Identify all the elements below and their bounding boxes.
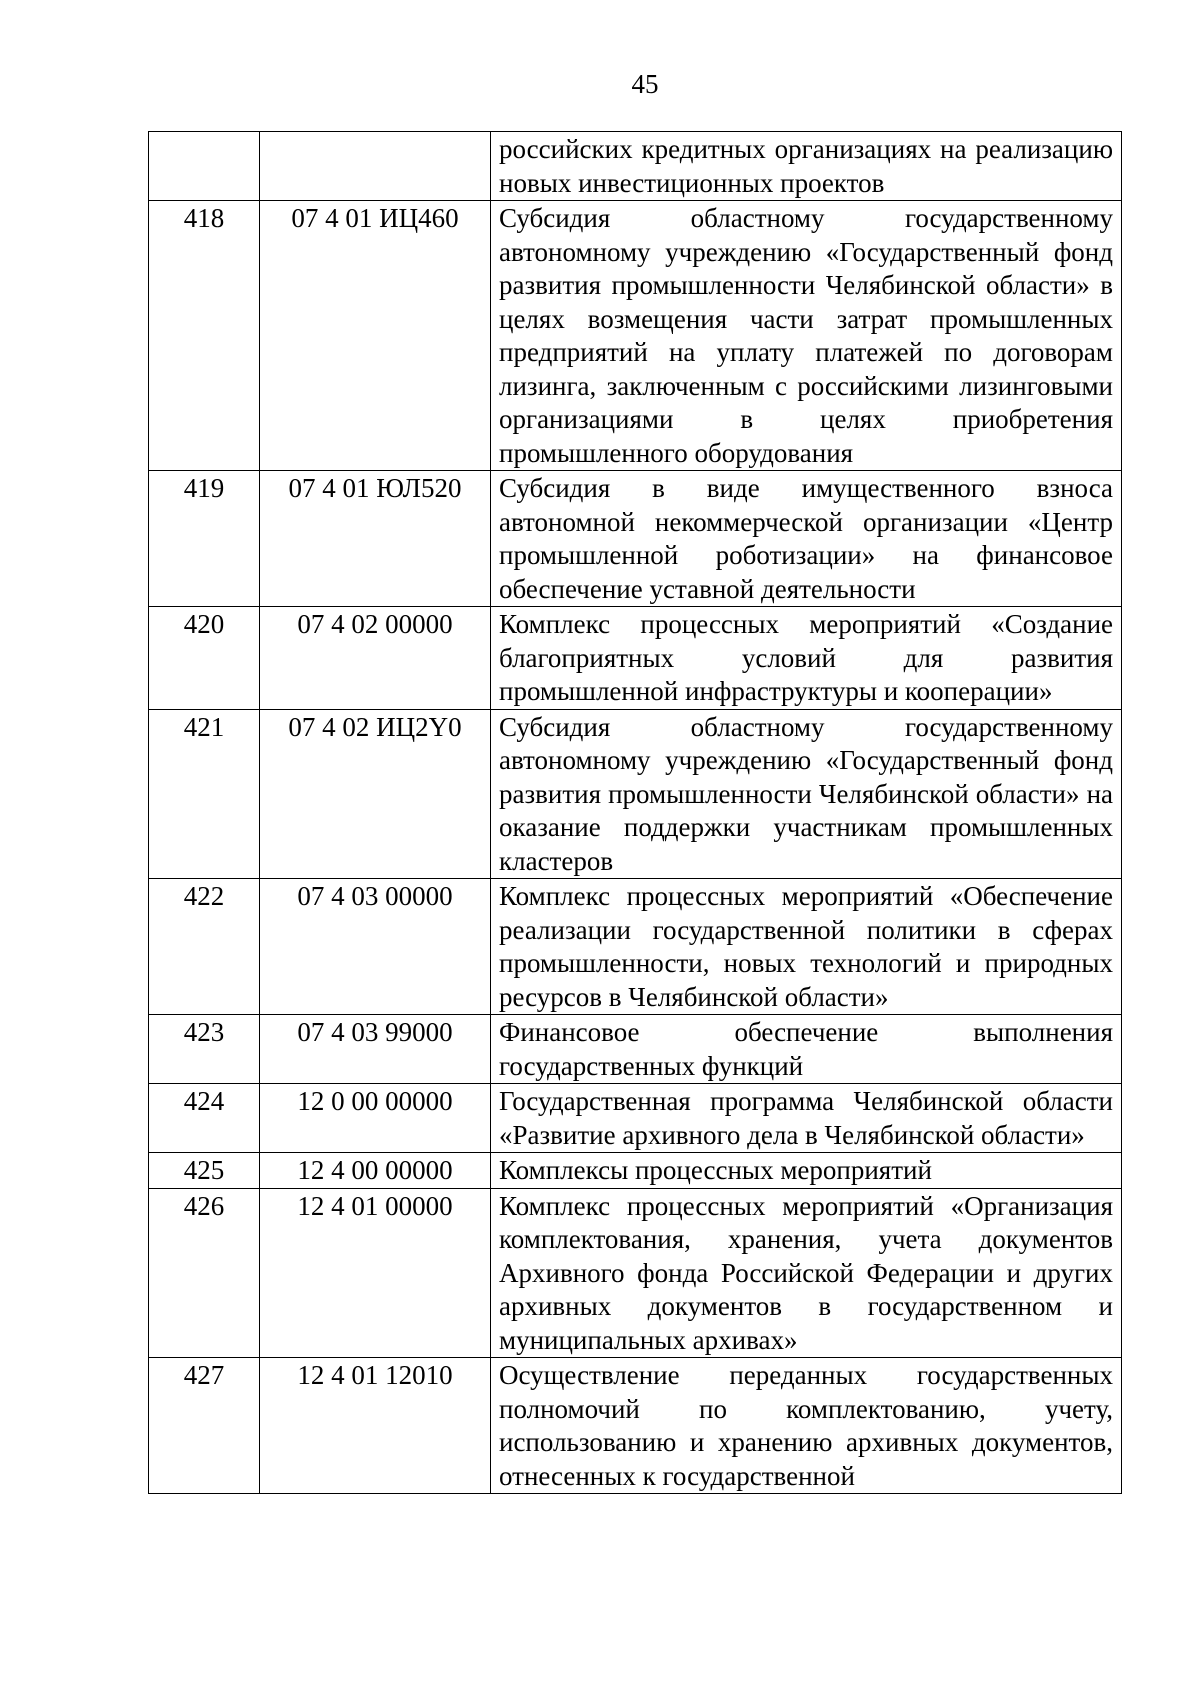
row-number-cell: 426: [149, 1188, 260, 1358]
budget-classification-table: [148, 131, 1122, 1494]
row-code-cell: 12 4 00 00000: [260, 1153, 491, 1189]
row-code-cell: 07 4 03 99000: [260, 1015, 491, 1084]
row-code-cell: 07 4 02 ИЦ2Y0: [260, 709, 491, 879]
row-code-cell: 12 0 00 00000: [260, 1084, 491, 1153]
row-number-cell: 418: [149, 201, 260, 471]
row-description-cell: Субсидия в виде имущественного взноса автономной некоммерческой организации «Центр промышленной роботизации» на финансовое обеспечение уставной деятельности: [491, 471, 1122, 607]
row-number-cell: 425: [149, 1153, 260, 1189]
row-description-cell: Комплекс процессных мероприятий «Обеспечение реализации государственной политики в сферах промышленности, новых технологий и природных ресурсов в Челябинской области»: [491, 879, 1122, 1015]
row-number-cell: 427: [149, 1358, 260, 1494]
row-code-cell: 12 4 01 00000: [260, 1188, 491, 1358]
page-number: 45: [631, 69, 659, 99]
row-code-cell: 07 4 01 ЮЛ520: [260, 471, 491, 607]
row-code-cell: 12 4 01 12010: [260, 1358, 491, 1494]
row-description-cell: Субсидия областному государственному автономному учреждению «Государственный фонд развития промышленности Челябинской области» в целях возмещения части затрат промышленных предприятий на уплату платежей по договорам лизинга, заключенным с российскими лизинговыми организациями в целях приобретения промышленного оборудования: [491, 201, 1122, 471]
table-row: [149, 471, 1122, 607]
row-code-cell: 07 4 02 00000: [260, 607, 491, 710]
row-number-cell: 421: [149, 709, 260, 879]
row-code-cell: 07 4 01 ИЦ460: [260, 201, 491, 471]
row-description-cell: Осуществление переданных государственных полномочий по комплектованию, учету, использованию и хранению архивных документов, отнесенных к государственной: [491, 1358, 1122, 1494]
row-description-cell: Финансовое обеспечение выполнения государственных функций: [491, 1015, 1122, 1084]
row-description-cell: Государственная программа Челябинской области «Развитие архивного дела в Челябинской области»: [491, 1084, 1122, 1153]
row-description-cell: российских кредитных организациях на реализацию новых инвестиционных проектов: [491, 132, 1122, 201]
table-row: [149, 201, 1122, 471]
table-row: [149, 879, 1122, 1015]
row-number-cell: 423: [149, 1015, 260, 1084]
row-number-cell: 422: [149, 879, 260, 1015]
row-code-cell: 07 4 03 00000: [260, 879, 491, 1015]
row-description-cell: Субсидия областному государственному автономному учреждению «Государственный фонд развития промышленности Челябинской области» на оказание поддержки участникам промышленных кластеров: [491, 709, 1122, 879]
table-row: [149, 1015, 1122, 1084]
table-row: [149, 132, 1122, 201]
row-number-cell: [149, 132, 260, 201]
row-number-cell: 424: [149, 1084, 260, 1153]
row-number-cell: 419: [149, 471, 260, 607]
row-code-cell: [260, 132, 491, 201]
row-description-cell: Комплекс процессных мероприятий «Организация комплектования, хранения, учета документов Архивного фонда Российской Федерации и других архивных документов в государственном и муниципальных архивах»: [491, 1188, 1122, 1358]
row-number-cell: 420: [149, 607, 260, 710]
row-description-cell: Комплекс процессных мероприятий «Создание благоприятных условий для развития промышленной инфраструктуры и кооперации»: [491, 607, 1122, 710]
table-row: [149, 607, 1122, 710]
table-body: [149, 132, 1122, 1494]
table-row: [149, 1084, 1122, 1153]
table-row: [149, 709, 1122, 879]
row-description-cell: Комплексы процессных мероприятий: [491, 1153, 1122, 1189]
table-row: [149, 1358, 1122, 1494]
table-row: [149, 1153, 1122, 1189]
table-row: [149, 1188, 1122, 1358]
